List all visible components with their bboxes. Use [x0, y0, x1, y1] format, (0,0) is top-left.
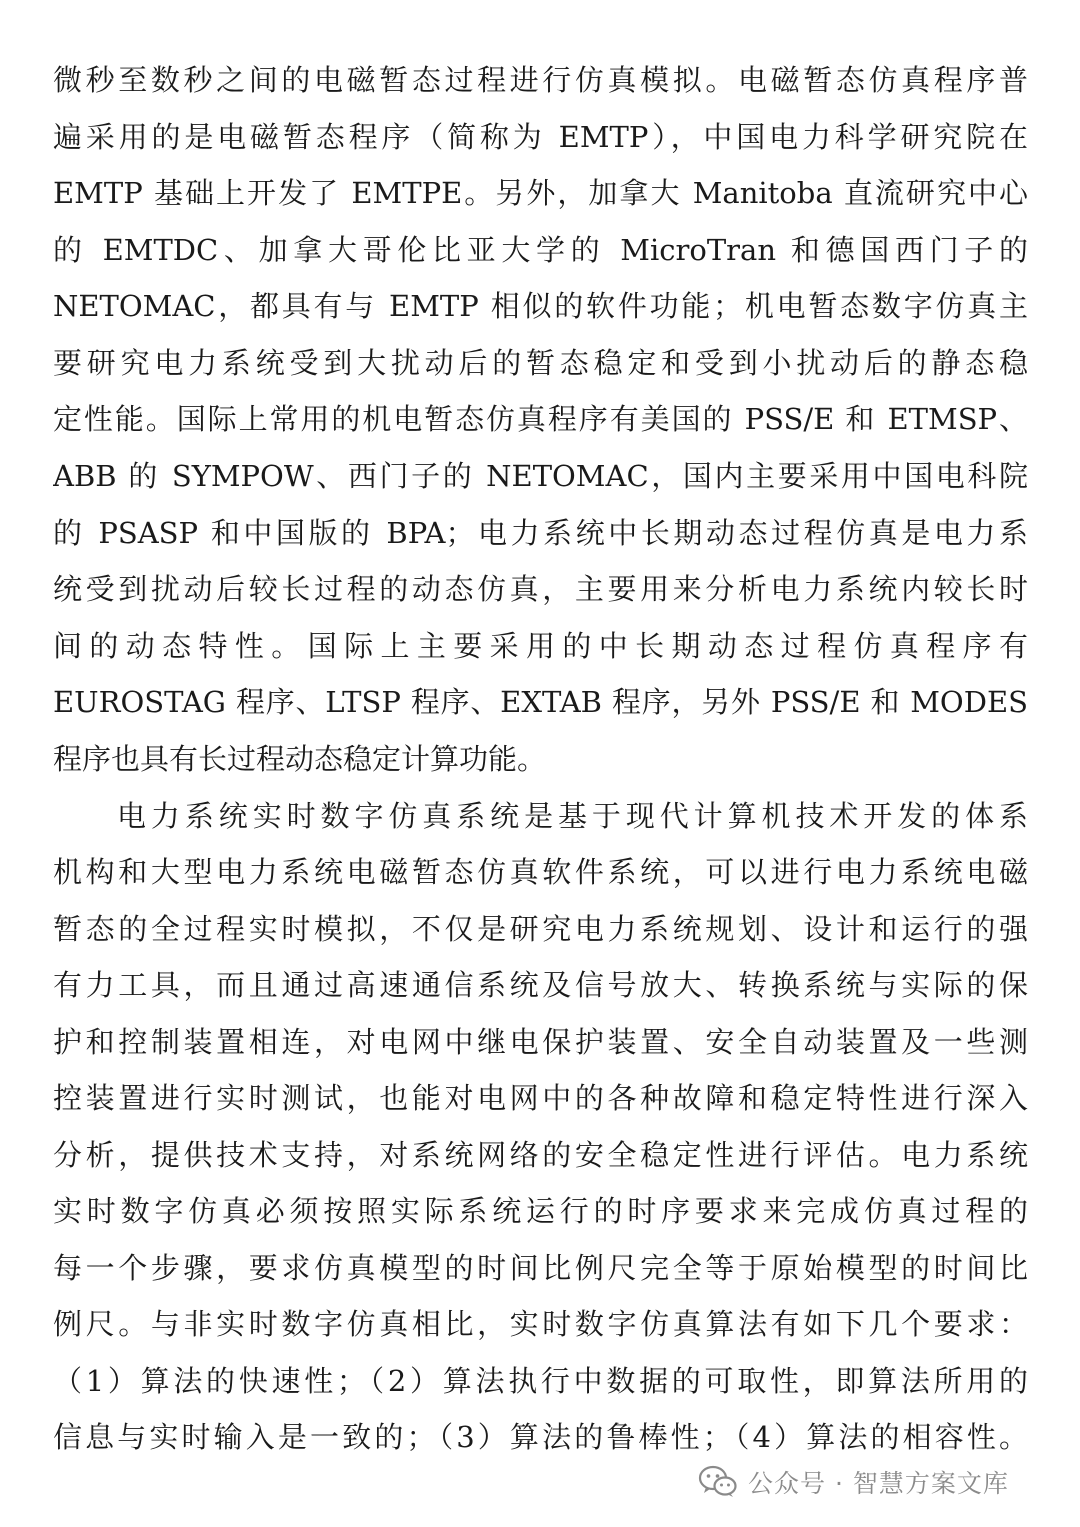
paragraph-line: 定性能。国际上常用的机电暂态仿真程序有美国的 PSS/E 和 ETMSP、 [53, 402, 1028, 436]
paragraph-line: 护和控制装置相连，对电网中继电保护装置、安全自动装置及一些测 [53, 1025, 1028, 1059]
paragraph-line: 暂态的全过程实时模拟，不仅是研究电力系统规划、设计和运行的强 [53, 912, 1028, 946]
paragraph-line: NETOMAC，都具有与 EMTP 相似的软件功能；机电暂态数字仿真主 [53, 289, 1028, 323]
paragraph-line: 分析，提供技术支持，对系统网络的安全稳定性进行评估。电力系统 [53, 1138, 1028, 1172]
paragraph-line: 统受到扰动后较长过程的动态仿真，主要用来分析电力系统内较长时 [53, 572, 1028, 606]
paragraph-line: 的 EMTDC、加拿大哥伦比亚大学的 MicroTran 和德国西门子的 [53, 233, 1028, 267]
paragraph-line: 微秒至数秒之间的电磁暂态过程进行仿真模拟。电磁暂态仿真程序普 [53, 63, 1028, 97]
paragraph-line: 信息与实时输入是一致的；（3）算法的鲁棒性；（4）算法的相容性。 [53, 1420, 1028, 1454]
paragraph-line: 遍采用的是电磁暂态程序（简称为 EMTP），中国电力科学研究院在 [53, 120, 1028, 154]
paragraph-line: 程序也具有长过程动态稳定计算功能。 [53, 742, 547, 776]
paragraph-line: 有力工具，而且通过高速通信系统及信号放大、转换系统与实际的保 [53, 968, 1028, 1002]
paragraph-line: 间的动态特性。国际上主要采用的中长期动态过程仿真程序有 [53, 629, 1028, 663]
paragraph-line: 控装置进行实时测试，也能对电网中的各种故障和稳定特性进行深入 [53, 1081, 1028, 1115]
paragraph-line: 要研究电力系统受到大扰动后的暂态稳定和受到小扰动后的静态稳 [53, 346, 1028, 380]
paragraph-line: 例尺。与非实时数字仿真相比，实时数字仿真算法有如下几个要求： [53, 1307, 1028, 1341]
watermark-text: 公众号 · 智慧方案文库 [748, 1469, 1009, 1498]
paragraph-line: EUROSTAG 程序、LTSP 程序、EXTAB 程序，另外 PSS/E 和 MODES [53, 685, 1028, 719]
paragraph-line: 的 PSASP 和中国版的 BPA；电力系统中长期动态过程仿真是电力系 [53, 516, 1028, 550]
paragraph-line: 电力系统实时数字仿真系统是基于现代计算机技术开发的体系 [117, 799, 1028, 833]
paragraph-line: ABB 的 SYMPOW、西门子的 NETOMAC，国内主要采用中国电科院 [53, 459, 1028, 493]
paragraph-line: 每一个步骤，要求仿真模型的时间比例尺完全等于原始模型的时间比 [53, 1251, 1028, 1285]
paragraph-line: （1）算法的快速性；（2）算法执行中数据的可取性，即算法所用的 [53, 1364, 1028, 1398]
paragraph-line: 机构和大型电力系统电磁暂态仿真软件系统，可以进行电力系统电磁 [53, 855, 1028, 889]
watermark [698, 1460, 1009, 1504]
paragraph-line: 实时数字仿真必须按照实际系统运行的时序要求来完成仿真过程的 [53, 1194, 1028, 1228]
paragraph-line: EMTP 基础上开发了 EMTPE。另外，加拿大 Manitoba 直流研究中心 [53, 176, 1028, 210]
wechat-icon [698, 1464, 738, 1500]
